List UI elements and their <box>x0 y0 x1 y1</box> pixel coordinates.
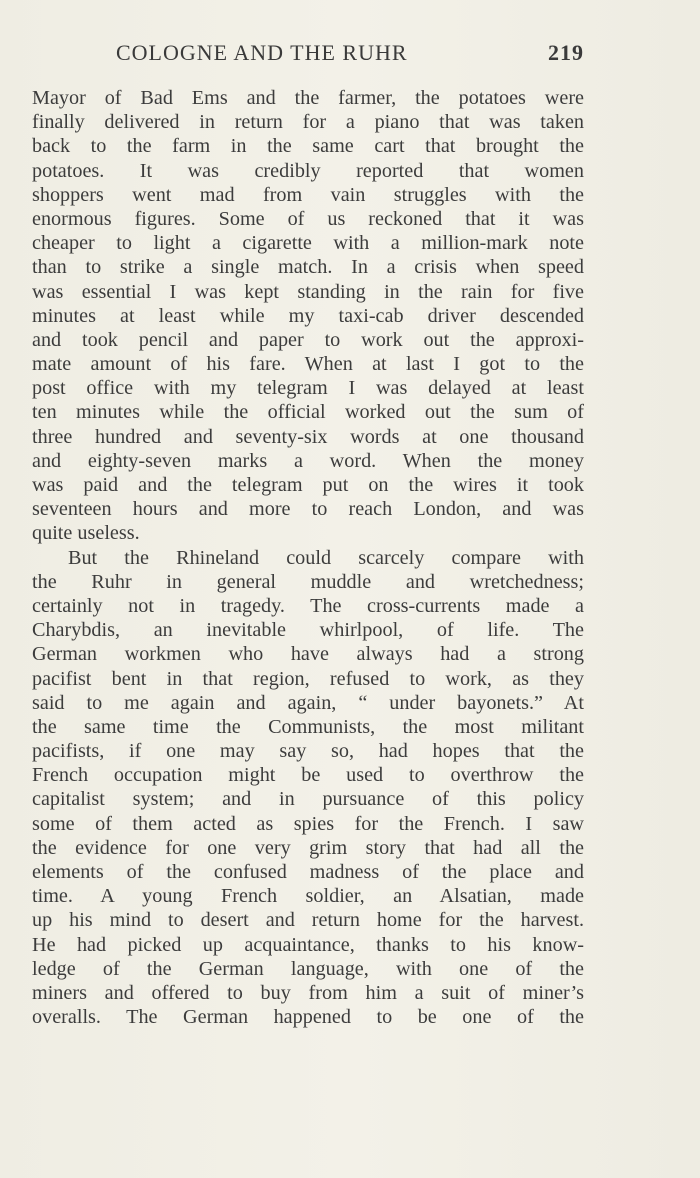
running-title: COLOGNE AND THE RUHR <box>116 40 408 65</box>
text-line: minutes at least while my taxi-cab driver descended <box>32 304 584 327</box>
text-line: pacifist bent in that region, refused to work, as they <box>32 667 584 690</box>
text-line: some of them acted as spies for the French. I saw <box>32 812 584 835</box>
text-line: Mayor of Bad Ems and the farmer, the potatoes were <box>32 87 584 109</box>
text-line: shoppers went mad from vain struggles with the <box>32 183 584 206</box>
text-line: said to me again and again, “ under bayonets.” At <box>32 691 584 714</box>
text-line: enormous figures. Some of us reckoned that it was <box>32 207 584 230</box>
text-line: German workmen who have always had a strong <box>32 643 584 666</box>
text-line: potatoes. It was credibly reported that women <box>32 159 584 182</box>
text-line: ledge of the German language, with one of the <box>32 957 584 980</box>
page-number: 219 <box>548 40 584 65</box>
text-line: back to the farm in the same cart that brought the <box>32 135 584 158</box>
body-text <box>32 86 584 1029</box>
text-line: seventeen hours and more to reach London, and was <box>32 498 584 521</box>
text-line: elements of the confused madness of the place and <box>32 861 584 883</box>
text-line: mate amount of his fare. When at last I got to the <box>32 353 584 376</box>
text-line: was essential I was kept standing in the rain for five <box>32 280 584 303</box>
text-line: overalls. The German happened to be one of the <box>32 1006 584 1029</box>
text-line: the same time the Communists, the most militant <box>32 715 584 738</box>
text-line: up his mind to desert and return home for the harvest. <box>32 909 584 932</box>
text-line: post office with my telegram I was delayed at least <box>32 377 584 400</box>
text-line: finally delivered in return for a piano that was taken <box>32 111 584 134</box>
text-line: capitalist system; and in pursuance of this policy <box>32 788 584 811</box>
text-line: the evidence for one very grim story that had all the <box>32 836 584 859</box>
text-line: the Ruhr in general muddle and wretchedness; <box>32 570 584 593</box>
text-line: time. A young French soldier, an Alsatian, made <box>32 885 584 908</box>
text-line: French occupation might be used to overthrow the <box>32 764 584 787</box>
paragraph-first-line: But the Rhineland could scarcely compare with <box>68 546 584 569</box>
text-line: than to strike a single match. In a crisis when speed <box>32 256 584 279</box>
running-head <box>36 40 584 74</box>
text-line: pacifists, if one may say so, had hopes that the <box>32 740 584 763</box>
text-line: He had picked up acquaintance, thanks to his know- <box>32 933 584 956</box>
text-line: certainly not in tragedy. The cross-currents made a <box>32 594 584 617</box>
text-line: and eighty-seven marks a word. When the money <box>32 449 584 472</box>
text-line: ten minutes while the official worked out the sum of <box>32 401 584 424</box>
text-line: Charybdis, an inevitable whirlpool, of life. The <box>32 619 584 642</box>
text-line: was paid and the telegram put on the wires it took <box>32 474 584 496</box>
text-line: cheaper to light a cigarette with a million-mark note <box>32 232 584 255</box>
text-line: and took pencil and paper to work out the approxi- <box>32 328 584 351</box>
text-line: three hundred and seventy-six words at one thousand <box>32 425 584 448</box>
text-line: miners and offered to buy from him a suit of miner’s <box>32 981 584 1004</box>
paragraph-last-line: quite useless. <box>32 522 140 545</box>
